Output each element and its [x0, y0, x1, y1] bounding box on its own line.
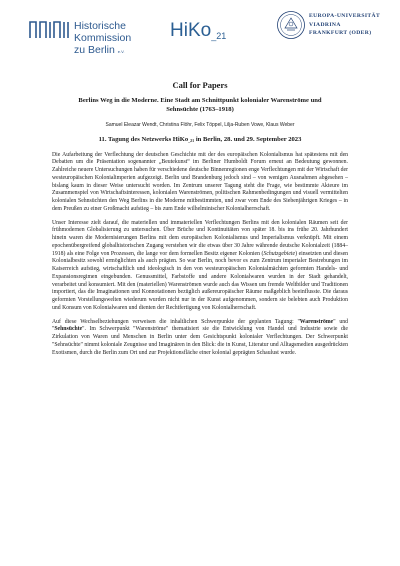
subhead-hiko-sub: _21: [188, 137, 195, 143]
viadrina-text: [309, 12, 380, 38]
viadrina-line1: EUROPA-UNIVERSITÄT: [309, 13, 381, 19]
document-body: [52, 80, 348, 363]
paragraph-2: Unser Interesse zielt darauf, die materiellen und immateriellen Verflechtungen Berlins mit den kolonialen Räumen seit der frühmodernen Globalisierung zu untersuchen. Über Brüche und Kontinuitäten von später 18. bis ins frühe 20. Jahrhundert hinein waren die Modernisierungen Berlins mit dem europäischen Kolonialismus und Imperialismus verknüpft. Mit einem epochenübergreifend globalhistorischen Zugang verstehen wir die etwas über 30 Jahre währende deutsche Kolonialzeit (1884–1918) als eine Folge von Prozessen, die lange vor dem formellen Besitz eigener Kolonien (Schutzgebiete) einsetzten und diesen Kolonialbesitz sowohl ermöglichten als auch prägten. So war Berlin, noch bevor es zum Zentrum imperialer Bestrebungen im Kaiserreich aufstieg, wirtschaftlich und ideologisch in den von westeuropäischen Kolonialmächten geformten Handels- und Expansionsregimen eingebunden. Genussmittel, Farbstoffe und andere Kolonialwaren wurden in der Stadt gehandelt, verarbeitet und konsumiert. Mit den (materiellen) Warenströmen wurde auch das Wissen um fremde Weltbilder und Traditionen importiert, das die Imaginationen und Konnotationen bezüglich außereuropäischer Räume maßgeblich beeinflusste. Die daraus geformten Vorstellungswelten wiederum wurden nicht nur in der Kunst aufgenommen, sondern sie belebten auch Produktion und Konsum von Kolonialwaren und dienten der Rechtfertigung von Kolonialherrschaft.: [52, 219, 349, 311]
viadrina-seal-icon: [276, 10, 306, 40]
hk-line3: zu Berlin e.V.: [74, 44, 125, 56]
viadrina-logo: [276, 10, 391, 55]
schutzgebiete-italic: Schutzgebiete: [263, 250, 296, 257]
document-title: [52, 97, 348, 115]
historische-kommission-text: [74, 20, 131, 58]
viadrina-line3: FRANKFURT (ODER): [309, 30, 372, 36]
historische-kommission-logo: [28, 18, 138, 66]
title-line1: Berlins Weg in die Moderne. Eine Stadt am Schnittpunkt kolonialer Warenströme und: [78, 97, 322, 104]
sehnsuechte-bold: Sehnsüchte: [54, 326, 83, 333]
conference-subheading: 11. Tagung des Netzwerks HiKo$_{\_21}$ in Berlin, 28. und 29. September 2023: [98, 135, 302, 143]
hiko-logo: [170, 20, 226, 42]
hk-line2: Kommission: [74, 32, 132, 44]
hiko-main: HiKo: [170, 20, 212, 41]
historische-kommission-bars-icon: [28, 18, 72, 40]
call-for-papers-heading: Call for Papers: [172, 80, 228, 90]
title-line2: Sehnsüchte (1763–1918): [166, 105, 234, 113]
hiko-sub: _21: [211, 31, 227, 41]
authors: Samuel Eleazar Wendt, Christina Flöhr, Felix Töppel, Lilja-Ruben Vowe, Klaus Weber: [105, 121, 295, 128]
viadrina-line2: VIADRINA: [309, 21, 341, 28]
paragraph-1: Die Aufarbeitung der Verflechtung der deutschen Geschichte mit der des europäischen Kolonialismus hat spätestens mit den Debatten um die Präsentation sogenannter „Beutekunst“ im Berliner Humboldt Forum erneut an Bedeutung gewonnen. Zahlreiche neuere Untersuchungen haben für verschiedene deutsche Binnenregionen enge Verflechtungen mit der Wirtschaft der westeuropäischen Kolonialimperien aufgezeigt. Berlin und Brandenburg jedoch sind – von wenigen Ausnahmen abgesehen – bislang kaum in dieser Weise untersucht worden. Im Zentrum unserer Tagung steht die Frage, wie bestimmte Akteure im Zusammenspiel von Wirtschaftsinteressen, kolonialen Warenströmen, politischen Rahmenbedingungen und visuell vermittelten kolonialen Sehnsüchten den Weg Berlins in die Moderne mitbestimmten, und zwar vom Ende des Siebenjährigen Krieges – in dem Preußen zu einer Großmacht aufstieg – bis zum Ende wilhelminischer Kolonialherrschaft.: [52, 151, 348, 212]
hk-line1: Historische: [74, 20, 126, 32]
hk-line3-suffix: e.V.: [117, 49, 125, 54]
paragraph-3: Auf diese Wechselbeziehungen verweisen die inhaltlichen Schwerpunkte der geplanten Tagung: "Warenströme" und "Sehnsüchte". Im Schwerpunkt "Warenströme" thematisiert sie die Entwicklung von Handel und Industrie sowie die Zirkulation von Waren und Menschen in Berlin unter dem Gesichtspunkt kolonialer Verflechtungen. Der Schwerpunkt "Sehnsüchte" nimmt koloniale Zeugnisse und Imaginären in den Blick: die in Kunst, Literatur und Alltagsmedien ausgedrückten Exotismen, durch die Berlin zum Ort und zur Projektionsfläche einer kolonial geprägten Schaulust wurde.: [52, 318, 348, 356]
page-header: [0, 0, 400, 75]
warenstroeme-bold: Warenströme: [299, 318, 334, 325]
